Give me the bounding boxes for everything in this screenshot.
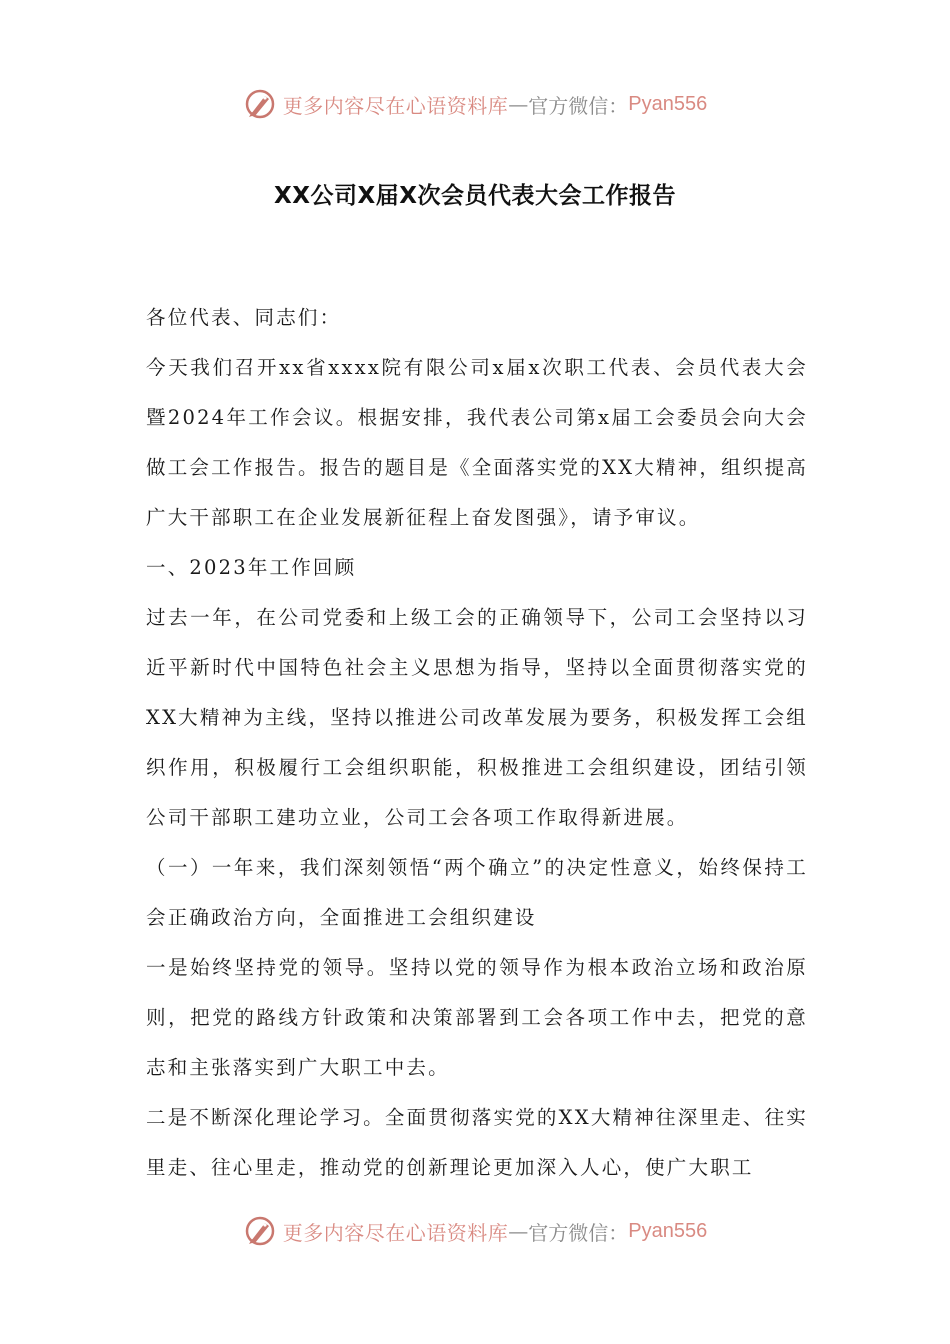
document-body bbox=[146, 293, 808, 1193]
watermark-site-text: 更多内容尽在心语资料库 bbox=[282, 1220, 509, 1245]
watermark-contact-id: Pyan556 bbox=[628, 92, 708, 115]
paragraph-review-summary: 过去一年，在公司党委和上级工会的正确领导下，公司工会坚持以习近平新时代中国特色社会主义思想为指导，坚持以全面贯彻落实党的XX大精神为主线，坚持以推进公司改革发展为要务，积极发挥工会组织作用，积极履行工会组织职能，积极推进工会组织建设，团结引领公司干部职工建功立业，公司工会各项工作取得新进展。 bbox=[146, 606, 808, 829]
paragraph-intro: 今天我们召开xx省xxxx院有限公司x届x次职工代表、会员代表大会暨2024年工作会议。根据安排，我代表公司第x届工会委员会向大会做工会工作报告。报告的题目是《全面落实党的XX大精神，组织提高广大干部职工在企业发展新征程上奋发图强》，请予审议。 bbox=[146, 356, 808, 529]
watermark-contact-id: Pyan556 bbox=[628, 1219, 708, 1242]
watermark-separator: — bbox=[508, 92, 529, 116]
pen-nib-circle-icon bbox=[243, 1214, 277, 1248]
paragraph-salutation: 各位代表、同志们： bbox=[146, 306, 342, 329]
pen-nib-circle-icon bbox=[243, 87, 277, 121]
watermark-site-text: 更多内容尽在心语资料库 bbox=[282, 93, 509, 118]
document-title: XX公司X届X次会员代表大会工作报告 bbox=[274, 183, 676, 209]
footer-watermark bbox=[0, 1211, 950, 1251]
watermark-contact-label: 官方微信： bbox=[528, 93, 629, 118]
subsection-heading-1: （一）一年来，我们深刻领悟“两个确立”的决定性意义，始终保持工会正确政治方向，全面推进工会组织建设 bbox=[146, 856, 808, 929]
header-watermark bbox=[0, 84, 950, 124]
watermark-separator: — bbox=[508, 1219, 529, 1243]
paragraph-point-1: 一是始终坚持党的领导。坚持以党的领导作为根本政治立场和政治原则，把党的路线方针政策和决策部署到工会各项工作中去，把党的意志和主张落实到广大职工中去。 bbox=[146, 956, 808, 1079]
paragraph-point-2: 二是不断深化理论学习。全面贯彻落实党的XX大精神往深里走、往实里走、往心里走，推动党的创新理论更加深入人心，使广大职工 bbox=[146, 1106, 808, 1179]
section-heading-review: 一、2023年工作回顾 bbox=[146, 556, 357, 579]
watermark-contact-label: 官方微信： bbox=[528, 1220, 629, 1245]
